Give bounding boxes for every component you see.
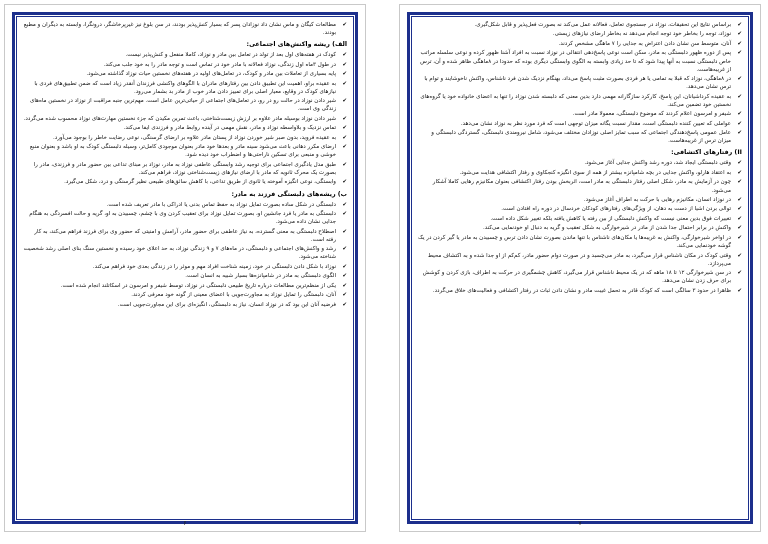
bullet-item: ✔ براساس نتایج این تحقیقات، نوزاد در جستجوی تعامل، فعالانه عمل می‌کند نه بصورت فعل‌پذیر و قابل شکل‌گیری. [418,21,742,29]
page-border-frame [407,12,753,524]
bullet-item: ✔ توالی بردن اشیا از دست به دهان، از ویژگی‌های رفتارهای کودکان خردسال در دوره راه افتادن است. [418,205,742,213]
bullet-item: ✔ شیر دادن نوزاد بوسیله مادر علاوه بر ارزش زیست‌شناختی، باعث تمرین مکیدن که جزء نخستین مهارت‌های نوزاد محسوب شده می‌گردد. [23,115,347,123]
page-gutter [370,10,395,530]
bullet-item: ✔ کودک در هفته‌های اول بعد از تولد در تعامل بین مادر و نوزاد، کاملا منفعل و کنش‌پذیر نیست. [23,51,347,59]
bullet-item: ✔ به عقیده فروید، بدون صبر شیر خوردن نوزاد از پستان مادر علاوه بر ارضای گرسنگی، نوعی رضایت خاطر را بوجود می‌آورد. [23,134,347,142]
bullet-item: ✔ اصطلاح دلبستگی به معنی گسترده، به نیاز عاطفی برای حضور مادر، آرامش و امنیتی که حضور وی برای فرزند فراهم می‌کند، به کار رفته است. [23,228,347,244]
bullet-item: ✔ به عقیده کرداشیانان، این پاسخ، کارکرد سازگارانه مهمی دارد بدین معنی که دلبسته شدن نوزاد را تنها به اعضای خانواده خود یا گروه‌های نخستین خود تضمین می‌کند. [418,93,742,109]
bullet-item: ✔ در ۸ماهگی، نوزاد که قبلا به تمامی یا هر فردی بصورت مثبت پاسخ می‌داد، بهنگام نزدیک شدن فرد ناشناس، واکنش ناخوشایند و توام با ترس نشان می‌دهد. [418,75,742,91]
bullet-item: ✔ نوزاد با شکل دادن دلبستگی در خود، زمینه شناخت افراد مهم و موثر را در زندگی بعدی خود فراهم می‌کند. [23,263,347,271]
bullet-item: ✔ تماس نزدیک و بلاواسطه نوزاد و مادر، نقش مهمی در آینده روابط مادر و فرزندی ایفا می‌کند. [23,124,347,132]
bullet-item: ✔ دلبستگی در شکل ساده بصورت تمایل نوزاد به حفظ تماس بدنی یا ادراکی با مادر تعریف شده است. [23,201,347,209]
bullet-item: ✔ وقتی کودک در مکان ناشناس قرار می‌گیرد، به مادر می‌چسبد و در صورت دوام حضور مادر، کم‌کم از او جدا شده و به اکتشاف محیط می‌پردازد. [418,252,742,268]
page-left [4,4,366,532]
bullet-item: ✔ تغییرات فوق بدین معنی نیست که واکنش دلبستگی از بین رفته یا کاهش یافته بلکه تغییر شکل داده است. [418,215,742,223]
bullet-item: ✔ فرضیه آنان این بود که در نوزاد انسان، نیاز به دلبستگی، انگیزه‌ای برای این مجاورت‌جویی است. [23,301,347,309]
bullet-item: ✔ مطالعات کیگان و ماس نشان داد نوزادان پسر که بسیار کنش‌پذیر بودند، در سن بلوغ نیز غیرپرخاشگر، درونگرا، وابسته به دیگران و مطیع بودند. [23,21,347,37]
bullet-item: ✔ در نوزاد انسان، مکانیزم رهایی با حرکت به اطراف آغاز می‌شود. [418,196,742,204]
bullet-item: ✔ ظاهرا در حدود ۳ سالگی است که کودک قادر به تحمل غیبت مادر و نشان دادن ثبات در رفتار اکتشافی و فعالیت‌های خلاق می‌گردد. [418,287,742,295]
bullet-item: ✔ در طول ۳ماه اول زندگی، نوزاد فعالانه با مادر خود در تماس است و توجه مادر را به خود جلب می‌کند. [23,61,347,69]
section-heading: الف) ریشه واکنش‌های اجتماعی: [246,41,347,49]
bullet-item: ✔ دلبستگی به مادر یا فرد جانشین او، بصورت تمایل نوزاد برای تعقیب کردن وی با چشم، چسبیدن به او، گریه و حالت افسردگی به هنگام جدایی نشان داده می‌شود. [23,210,347,226]
bullet-item: ✔ به عقیده براو، اهمیت این تطبیق دادن بین رفتارهای مادران با الگوهای واکنشی فرزندان آنقدر زیاد است که ضمن تطبیق‌های فردی با نیازهای کودک در وقایع، معیار اصلی برای تمییز دادن مادر خوب از مادر بد بشمار می‌رود. [23,80,347,96]
bullet-item: ✔ رشد و واکنش‌های اجتماعی و دلبستگی، در ماه‌های ۷ و ۹ زندگی نوزاد، به حد اعلای خود رسیده و نخستین سنگ بنای اصلی رشد شخصیت شناخته می‌شود. [23,245,347,261]
bullet-item: ✔ واکنش در برابر احتمال جدا شدن از مادر در شیرخوارگی به شکل تعقیب و گریه به دنبال او خودنمایی می‌کند. [418,224,742,232]
section-heading: ب) ریشه‌های دلبستگی فرزند به مادر: [231,190,347,198]
bullet-item: ✔ در اواخر شیرخوارگی، واکنش به غریبه‌ها یا مکان‌های ناشناس با تنها ماندن بصورت نشان دادن ترس و چسبیدن به مادر یا گیر کردن در یک گوشه خودنمایی می‌کند. [418,234,742,250]
bullet-item: ✔ آنان، دلبستگی را تمایل نوزاد به مجاورت‌جویی با اعضای معینی از گونه خود معرفی کردند. [23,291,347,299]
bullet-item: ✔ وابستگی، نوعی انگیزه آموخته یا ثانوی از طریق تداعی، با کاهش سائق‌های طبیعی نظیر گرسنگی و درد، شکل می‌گیرد. [23,178,347,186]
bullet-item: ✔ پایه بسیاری از تعاملات بین مادر و کودک، در تعامل‌های اولیه در هفته‌های نخستین حیات نوزاد گذاشته می‌شود. [23,70,347,78]
page-number: ۷ [578,520,582,527]
bullet-list [23,51,347,186]
page-content [418,21,742,295]
bullet-item: ✔ الگوی دلبستگی به مادر در شامپانزه‌ها بسیار شبیه به انسان است. [23,272,347,280]
bullet-item: ✔ شیفر و امرسون اعلام کردند که موضوع دلبستگی، معمولا مادر است. [418,110,742,118]
bullet-item: ✔ به اعتقاد هارلو، واکنش جدایی در بچه شامپانزه بیشتر از همه از سوی انگیزه کنجکاوی و رفتار اکتشافی هدایت می‌شود. [418,169,742,177]
bullet-list [418,159,742,294]
bullet-item: ✔ چون در آزمایش به مادر، شکل اصلی رفتار دلبستگی به مادر است، اثربخش بودن رفتار اکتشافی بعنوان مکانیزم رهایی کاملا آشکار می‌شود. [418,178,742,194]
section-heading: II) رفتارهای اکتشافی: [671,149,742,157]
bullet-item: ✔ طبق مدل یادگیری اجتماعی برای توجیه رشد وابستگی عاطفی نوزاد به مادر، نوزاد بر مبنای تداعی بین حضور مادر و فرزندی، مادر را بصورت یک محرک ثانویه که مادر با ارضای نیازهای زیست‌شناختی نوزاد، فراهم می‌کند. [23,161,347,177]
bullet-item: ✔ پس از دوره ظهور دلبستگی به مادر، سکن است نوعی پاسخ‌دهی انتقالی در نوزاد نسبت به افراد آشنا ظهور کرده و نوعی سلسله مراتب خاص دلبستگی نسبت به آنها پیدا شود که تا حد زیادی وابسته به الگوی وابستگی دیگری بوده که حدودا در ۸ماهگی ظاهر شده و آن، ترس از غریبه‌هاست. [418,49,742,73]
bullet-list [23,201,347,309]
bullet-item: ✔ شیر دادن نوزاد در حالت رو در رو، در تعامل‌های اجتماعی از حیاتی‌ترین عامل است. مهم‌ترین جنبه مراقبت از نوزاد در نخستین ماه‌های زندگی وی است. [23,97,347,113]
bullet-item: ✔ در سن شیرخوارگی ۱۲ تا ۱۸ ماهه که در یک محیط ناشناس قرار می‌گیرد، کاهش چشمگیری در حرکت به اطراف، بازی کردن و کوشش برای حرف زدن نشان می‌دهد. [418,269,742,285]
bullet-list [23,21,347,37]
bullet-list [418,21,742,145]
bullet-item: ✔ یکی از منظم‌ترین مطالعات درباره تاریخ طبیعی دلبستگی در نوزاد، توسط شیفر و امرسون در اسکاتلند انجام شده است. [23,282,347,290]
page-border-frame [12,12,358,524]
bullet-item: ✔ آنان، متوسط سن نشان دادن اعتراض به جدایی را ۷ ماهگی مشخص کردند. [418,40,742,48]
page-right [399,4,761,532]
page-content [23,21,347,309]
bullet-item: ✔ عامل عمومی پاسخ‌دهندگی اجتماعی که سبب تمایز اصلی نوزادان مختلف می‌شود، شامل نیرومندی دلبستگی، گستردگی دلبستگی و میزان ترس از غریبه‌هاست. [418,129,742,145]
bullet-item: ✔ عواملی که تعیین کننده دلبستگی است، مقدار نسبت یگانه میزان توجهی است که فرد مورد نظر به نوزاد نشان می‌دهد. [418,120,742,128]
bullet-item: ✔ وقتی دلبستگی ایجاد شد، دوره رشد واکنش جدایی آغاز می‌شود. [418,159,742,167]
bullet-item: ✔ نوزاد، توجه را بخاطر خود توجه انجام می‌دهد نه بخاطر ارضای نیازهای زیستی. [418,30,742,38]
bullet-item: ✔ ارضای مکرر دهانی باعث می‌شود سینه مادر و بعدها خود مادر بعنوان موجودی کامل‌تر، وسیله دلبستگی کودک به او باشد و بعنوان منبع خوشی و منبعی برای تسکین ناراحتی‌ها و اضطراب خود دیده شود. [23,143,347,159]
page-number: ۶ [183,520,187,527]
